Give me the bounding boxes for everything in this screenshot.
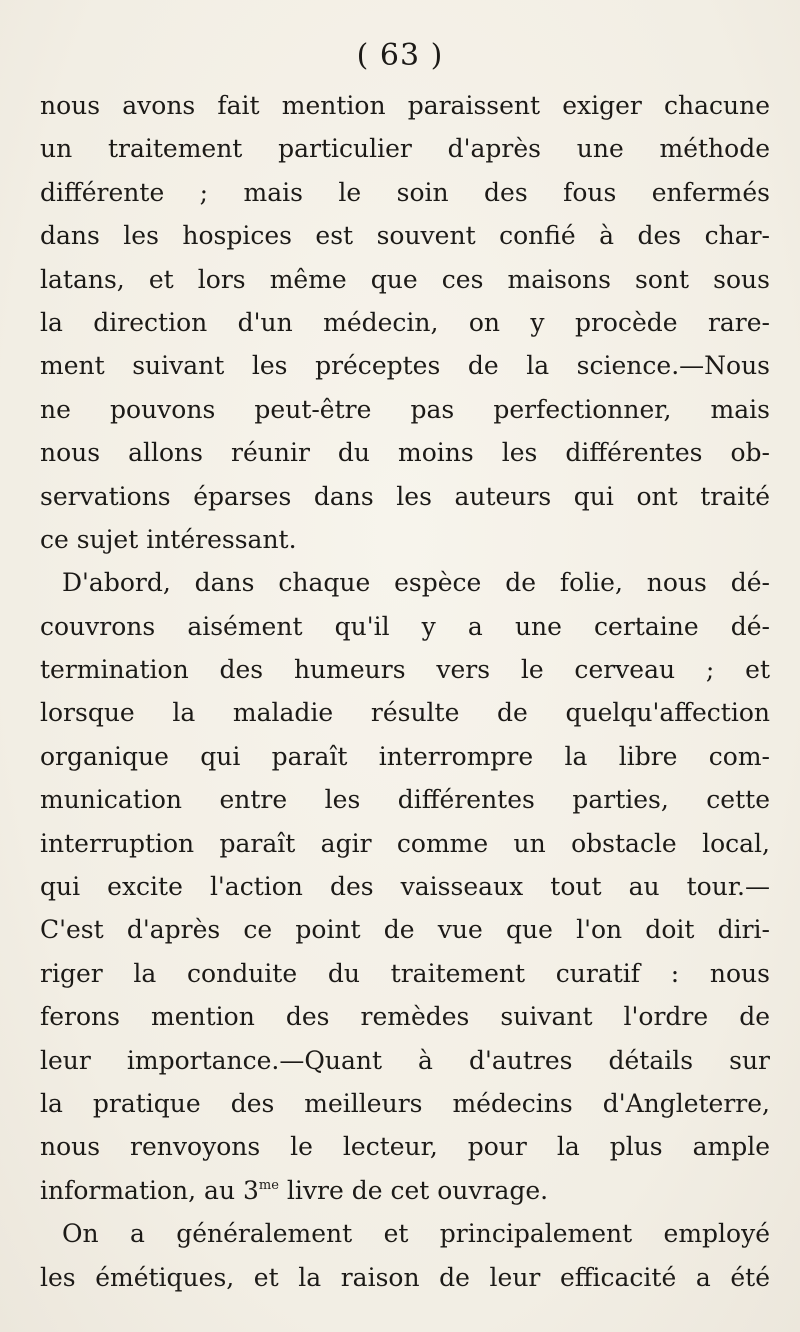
text-line: servations éparses dans les auteurs qui ont traité xyxy=(40,481,770,511)
text-line: leur importance.—Quant à d'autres détails sur xyxy=(40,1045,770,1075)
text-line: couvrons aisément qu'il y a une certaine dé- xyxy=(40,611,770,641)
text-line: ferons mention des remèdes suivant l'ordre de xyxy=(40,1002,770,1032)
text-line: qui excite l'action des vaisseaux tout au tour.— xyxy=(40,872,770,902)
text-line: nous renvoyons le lecteur, pour la plus ample xyxy=(40,1132,770,1162)
text-line: la direction d'un médecin, on y procède rare- xyxy=(40,307,770,337)
text-line: les émétiques, et la raison de leur efficacité a été xyxy=(40,1262,770,1292)
text-line: termination des humeurs vers le cerveau ; et xyxy=(40,655,770,685)
text-line: latans, et lors même que ces maisons sont sous xyxy=(40,264,770,294)
line-text: information, au 3 xyxy=(40,1175,259,1205)
text-line: organique qui paraît interrompre la libre com- xyxy=(40,741,770,771)
text-line: dans les hospices est souvent confié à des char- xyxy=(40,221,770,251)
text-line: nous allons réunir du moins les différentes ob- xyxy=(40,438,770,468)
paragraph-start-line: D'abord, dans chaque espèce de folie, nous dé- xyxy=(62,568,770,598)
text-line: ce sujet intéressant. xyxy=(40,524,297,554)
text-line: nous avons fait mention paraissent exiger chacune xyxy=(40,91,770,120)
text-line: riger la conduite du traitement curatif : nous xyxy=(40,958,770,988)
line-text-rest: livre de cet ouvrage. xyxy=(278,1175,549,1205)
text-line: ne pouvons peut-être pas perfectionner, mais xyxy=(40,394,770,424)
text-line: interruption paraît agir comme un obstacle local, xyxy=(40,828,770,858)
text-line: lorsque la maladie résulte de quelqu'affection xyxy=(40,698,770,728)
text-line-with-superscript xyxy=(40,1169,770,1212)
paragraph-start-line: On a généralement et principalement employé xyxy=(62,1219,770,1249)
text-line: C'est d'après ce point de vue que l'on doit diri- xyxy=(40,915,770,945)
text-line: munication entre les différentes parties, cette xyxy=(40,785,770,815)
text-line: ment suivant les préceptes de la science.—Nous xyxy=(40,351,770,381)
text-line: différente ; mais le soin des fous enfermés xyxy=(40,177,770,207)
body-text xyxy=(40,84,770,1299)
text-line: un traitement particulier d'après une méthode xyxy=(40,134,770,164)
text-line: la pratique des meilleurs médecins d'Angleterre, xyxy=(40,1088,770,1118)
ordinal-superscript: me xyxy=(258,1177,279,1193)
page-number: ( 63 ) xyxy=(356,38,444,73)
